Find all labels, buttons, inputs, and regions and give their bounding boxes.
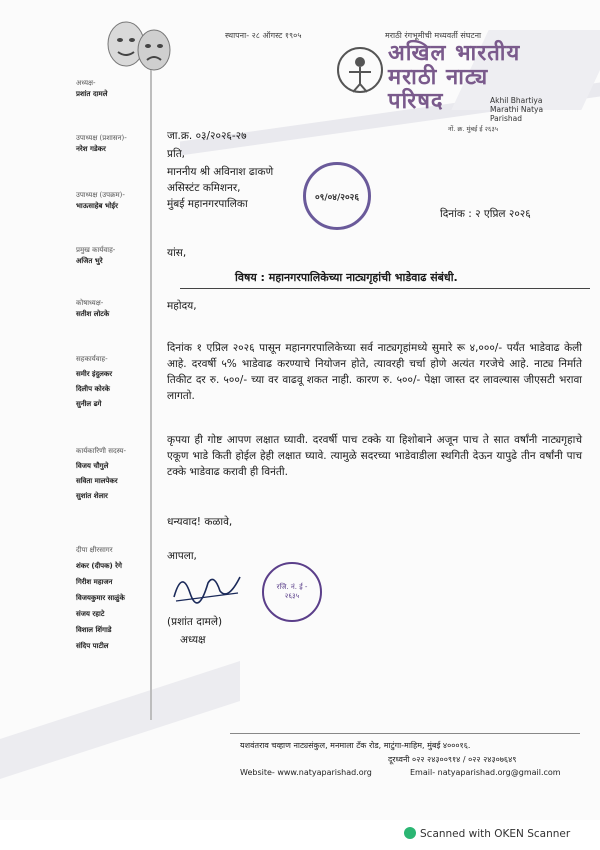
- prati-text: प्रति,: [167, 148, 186, 160]
- sidebar-role-group: अध्यक्ष- प्रशांत दामले: [76, 79, 108, 98]
- footer-address: यशवंतराव चव्हाण नाट्यसंकुल, मनमाला टँक रोड, माटुंगा-माहिम, मुंबई ४०००१६.: [240, 741, 471, 750]
- theatre-masks-logo: [96, 18, 186, 78]
- footer-website: Website- www.natyaparishad.org: [240, 768, 372, 777]
- sidebar-divider: [150, 70, 152, 720]
- tagline-text: मराठी रंगभूमीची मध्यवर्ती संघटना: [385, 31, 482, 40]
- paragraph-2: कृपया ही गोष्ट आपण लक्षात घ्यावी. दरवर्षी पाच टक्के या हिशोबाने अजून पाच ते सात वर्षांनी नाट्यगृहाचे एकूण भाडे किती होईल हेही लक्षात घ्यावे. त्यामुळे सदरच्या भाडेवाडीला स्थगिती देऊन यापुढे तीन वर्षांनी पाच टक्के भाडेवाढ करावी ही विनंती.: [167, 434, 582, 478]
- founded-text: स्थापना- २८ ऑगस्ट १९०५: [225, 31, 302, 40]
- paragraph-1: दिनांक १ एप्रिल २०२६ पासून महानगरपालिकेच्या सर्व नाट्यगृहांमध्ये सुमारे रू ४,०००/- पर्यंत भाडेवाढ केली आहे. दरवर्षी ५% भाडेवाढ करण्याचे नियोजन होते, त्यावरही चर्चा होणे अत्यंत गरजेचे आहे. नाट्य निर्माते तिकीट दर रु. ५००/- च्या वर वाढवू शकत नाही. कारण रु. ५००/- पेक्षा जास्त दर लावल्यास जीएसटी भरावा लागतो.: [167, 342, 582, 402]
- thanks-text: धन्यवाद! कळावे,: [167, 516, 233, 528]
- scanner-watermark-text: Scanned with OKEN Scanner: [420, 828, 571, 840]
- letter-date: दिनांक : २ एप्रिल २०२६: [440, 208, 531, 220]
- org-name-line2: मराठी नाट्य: [388, 65, 489, 90]
- reference-number: जा.क्र. ०३/२०२६-२७: [167, 130, 247, 142]
- footer-divider: [230, 733, 580, 734]
- greeting-to: यांस,: [167, 247, 187, 259]
- sidebar-role-group: दीपा क्षीरसागर शंकर (दीपक) रेगे गिरीश महाजन विजयकुमार साळुंके संजय रहाटे विशाल शिंगाडे संदिप पाटील: [76, 546, 125, 650]
- sidebar-role-group: उपाध्यक्ष (उपक्रम)- भाऊसाहेब भोईर: [76, 191, 125, 210]
- nataraja-emblem: [335, 42, 385, 102]
- sidebar-role-group: प्रमुख कार्यवाह- अजित भुरे: [76, 246, 116, 265]
- received-stamp: ०९/०४/२०२६: [303, 162, 371, 230]
- organisation-seal: रजि. नं. ई - २६३५: [262, 562, 322, 622]
- sidebar-role-group: उपाध्यक्ष (प्रशासन)- नरेश गडेकर: [76, 134, 127, 153]
- mask-right: [138, 30, 170, 70]
- sidebar-role-group: सहकार्यवाह- समीर इंदुलकर दिलीप कोरके सुनील ढगे: [76, 355, 113, 408]
- decor-band-bottom: [0, 661, 240, 779]
- signatory-name: (प्रशांत दामले): [167, 616, 223, 628]
- org-name-line3: परिषद: [388, 89, 444, 114]
- footer-email: Email- natyaparishad.org@gmail.com: [410, 768, 561, 777]
- org-name-english: Akhil Bhartiya Marathi Natya Parishad: [490, 96, 544, 123]
- signature: [168, 563, 248, 607]
- org-name-line1: अखिल भारतीय: [388, 41, 521, 66]
- sidebar-role-group: कार्यकारिणी सदस्य- विजय चौगुले सविता मालपेकर सुशांत शेलार: [76, 447, 126, 500]
- subject-line: विषय : महानगरपालिकेच्या नाट्यगृहांची भाडेवाढ संबंधी.: [235, 271, 458, 284]
- recipient-block: माननीय श्री अविनाश ढाकणे असिस्टंट कमिशनर, मुंबई महानगरपालिका: [167, 166, 274, 210]
- reg-no-text: नों. क्र. मुंबई ई २६३५: [448, 125, 499, 133]
- footer-phone: दूरध्वनी ०२२ २४३००९१४ / ०२२ २४३०७६४९: [388, 755, 517, 764]
- sidebar-role-group: कोषाध्यक्ष- सतीश लोटके: [76, 299, 110, 318]
- signatory-designation: अध्यक्ष: [180, 634, 206, 646]
- salutation: महोदय,: [167, 300, 197, 312]
- scanner-logo-icon: [404, 827, 416, 839]
- subject-underline: [180, 288, 590, 289]
- closing-text: आपला,: [167, 550, 197, 562]
